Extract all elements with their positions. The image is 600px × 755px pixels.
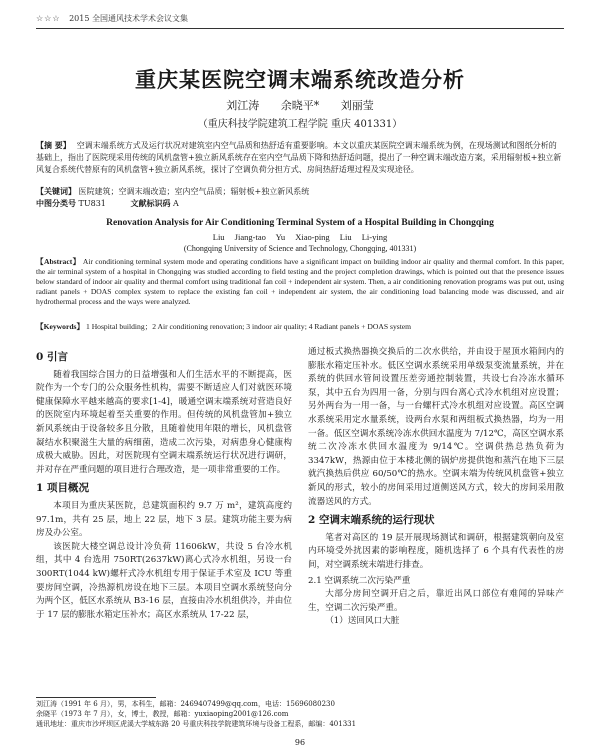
list-item: （1）送回风口大脏 (325, 616, 400, 627)
abstract-en-tag: 【Abstract】 (36, 257, 81, 266)
page-number: 96 (294, 738, 306, 747)
abstract-en-text: Air conditioning terminal system mode and operating conditions have a significant impact on building indoor air quality and thermal comfort. In this paper, the air terminal system of a hospital in Chongqing was studied according to field testing and the project completion drawings, which is pointed out that the presence issues below standard of indoor air quality and thermal comfort using traditional fan coil + independent air system. Then, a air conditioning renovation programs was put out, using radiant panels + DOAS complex system to replace the existing fan coil + independent air system, the air conditioning load balancing mode was discussed, and air hydrothermal process and the ways were analyzed. (36, 257, 564, 306)
section-heading: 2 空调末端系统的运行现状 (308, 514, 435, 527)
english-authors: Liu Jiang-tao Yu Xiao-ping Liu Li-ying (212, 232, 388, 242)
keywords-cn-tag: 【关键词】 (36, 186, 76, 196)
keywords-en-text: 1 Hospital building；2 Air conditioning renovation; 3 indoor air quality; 4 Radiant panels + DOAS system (86, 322, 412, 331)
doc-code-value: A (173, 199, 179, 208)
clc-label: 中图分类号 (36, 198, 76, 208)
body-paragraph: 大部分房间空调开启之后，靠近出风口部位有难闻的异味产生，空调二次污染严重。 (308, 589, 564, 613)
clc-value: TU831 (78, 199, 106, 208)
footnote-author1: 刘江涛（1991 年 6 月），男，本科生，邮箱：2469407499@qq.com，电话：15696080230 (36, 700, 335, 708)
abstract-cn-text: 空调末端系统方式及运行状况对建筑室内空气品质和热舒适有重要影响。本文以重庆某医院空调末端系统为例，在现场测试和图纸分析的基础上，指出了医院现采用传统的风机盘管+独立新风系统存在室内空气品质下降和热舒适问题，提出了一种空调末端改造方案，采用辐射板+独立新风复合系统代替原有的风机盘管+独立新风系统，探讨了空调负荷分担方式、房间热舒适理过程及实现途径。 (36, 141, 562, 174)
body-paragraph: 该医院大楼空调总设计冷负荷 11606kW，共设 5 台冷水机组，其中 4 台选用 750RT(2637kW)离心式冷水机组，另设一台 300RT(1044 kW)螺杆式冷水机组专用于保证手术室及 ICU 等重要房间空调，冷热源机房设在地下三层。本项目空调水系统竖向分为两个区，低区水系统从 B3-16 层，直接由冷水机组供冷，并由位于 17 层的膨胀水箱定压补水；高区水系统从 17-22 层， (36, 541, 292, 620)
running-header (36, 13, 564, 24)
footnote-address: 通讯地址：重庆市沙坪坝区虎溪大学城东路 20 号重庆科技学院建筑环境与设备工程系，邮编：401331 (36, 720, 357, 728)
body-paragraph: 本项目为重庆某医院，总建筑面积约 9.7 万 m²，建筑高度约 97.1m，共有 25 层，地上 22 层，地下 3 层。建筑功能主要为病房及办公室。 (36, 500, 292, 539)
footnote-author2: 余晓平（1973 年 7 月），女，博士，教授，邮箱：yuxiaoping2001@126.com (36, 710, 289, 718)
keywords-en-tag: 【Keywords】 (36, 322, 85, 331)
body-paragraph: 笔者对高区的 19 层开展现场测试和调研，根据建筑朝向及室内环境受外扰因素的影响程度，随机选择了 6 个具有代表性的房间，对空调系统末端进行排查。 (308, 532, 564, 570)
affiliation: （重庆科技学院建筑工程学院 重庆 401331） (197, 119, 403, 130)
right-column (308, 346, 564, 629)
header-divider (36, 28, 564, 29)
subsection-heading: 2.1 空调系统二次污染严重 (308, 575, 411, 586)
footnote-divider (36, 697, 156, 698)
classification-line (36, 197, 564, 210)
section-heading: 0 引言 (36, 351, 68, 363)
section-heading: 1 项目概况 (36, 482, 89, 495)
english-title: Renovation Analysis for Air Conditioning Terminal System of a Hospital Building in Chongqing (106, 218, 494, 228)
star-icons: ☆☆☆ (36, 14, 61, 23)
left-column (36, 346, 292, 622)
abstract-en (36, 257, 564, 307)
doc-code-label: 文献标识码 (130, 198, 171, 208)
paper-title: 重庆某医院空调末端系统改造分析 (135, 67, 465, 92)
english-affiliation: (Chongqing University of Science and Technology, Chongqing, 401331) (183, 244, 417, 253)
keywords-en (36, 321, 564, 332)
body-paragraph: 通过板式换热器换交换后的二次水供给，并由设于屋顶水箱间内的膨胀水箱定压补水。低区空调水系统采用单级泵变流量系统，并在系统的供回水管间设置压差旁通控制装置，共设七台冷冻水循环泵，其中五台为四用一备，分别与四台离心式冷水机组对应设置；另外两台为一用一备，与一台螺杆式冷水机组对应设置。高区空调水系统采用定水量系统，设两台水泵和两组板式换热器，均为一用一备。低区空调水系统冷冻水供回水温度为 7/12℃，高区空调水系统二次冷冻水供回水温度为 9/14℃。空调供热总热负荷为 3347kW，热源由位于本楼北侧的锅炉房提供饱和蒸汽在地下三层就汽换热后供应 60/50℃的热水。空调末端为传统风机盘管+独立新风的形式，较小的房间采用过道侧送风方式，较大的房间采用散流器送风的方式。 (308, 347, 564, 507)
author-list: 刘江涛 余晓平* 刘丽莹 (226, 99, 374, 112)
keywords-cn-text: 医院建筑；空调末端改造；室内空气品质；辐射板+独立新风系统 (78, 187, 310, 196)
abstract-cn-tag: 【摘 要】 (36, 140, 71, 150)
abstract-cn (36, 139, 564, 176)
journal-name: 2015 全国通风技术学术会议文集 (69, 14, 188, 23)
body-paragraph: 随着我国综合国力的日益增强和人们生活水平的不断提高，医院作为一个专门的公众服务性机构，需要不断适应人们对就医环境健康保障水平越来越高的要求[1-4]，暖通空调末端系统对营造良好的医院室内环境起着至关重要的作用。但传统的风机盘管加+独立新风系统由于设备较多且分散，且随着使用年限的增长，风机盘管凝结水积聚滋生大量的病细菌，造成二次污染，对病患身心健康构成极大威胁。因此，对医院现有空调末端系统运行状况进行调研，并对存在严重问题的项目进行合理改造，是一项非常重要的工作。 (36, 369, 292, 475)
